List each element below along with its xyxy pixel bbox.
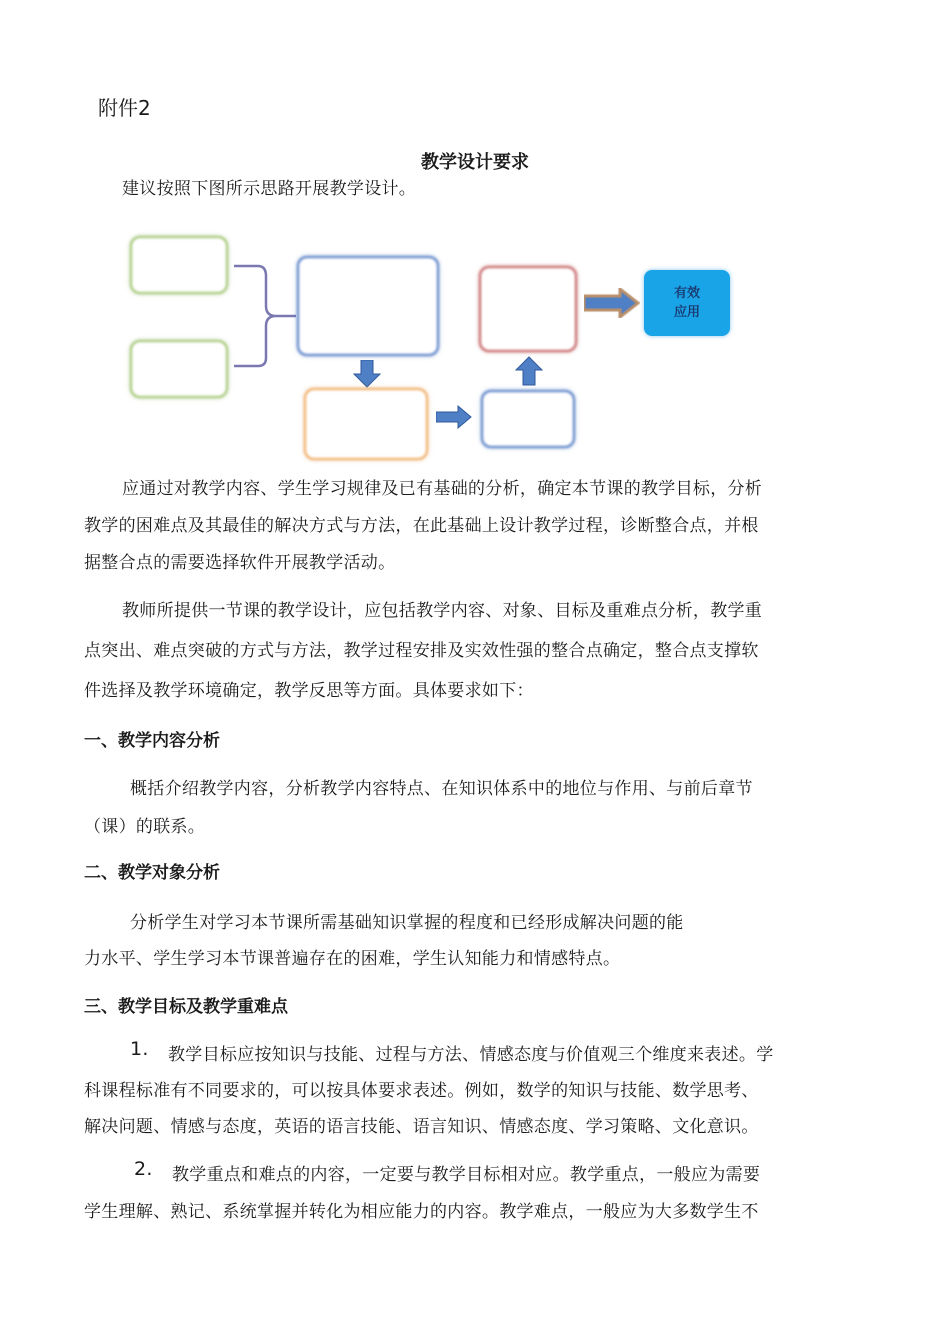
attachment-label: 附件2 (98, 96, 151, 120)
para2-line1: 教师所提供一节课的教学设计，应包括教学内容、对象、目标及重难点分析，教学重 (122, 601, 763, 621)
up-arrow-icon (514, 356, 544, 386)
item1-number: 1. (130, 1038, 149, 1060)
item1-line2: 科课程标准有不同要求的，可以按具体要求表述。例如，数学的知识与技能、数学思考、 (84, 1081, 759, 1101)
item2-line1: 教学重点和难点的内容，一定要与教学目标相对应。教学重点，一般应为需要 (172, 1165, 761, 1185)
section2-line1: 分析学生对学习本节课所需基础知识掌握的程度和已经形成解决问题的能 (130, 913, 684, 933)
flow-box-green-top (130, 236, 228, 294)
section2-heading: 二、教学对象分析 (84, 863, 220, 883)
section1-line1: 概括介绍教学内容，分析教学内容特点、在知识体系中的地位与作用、与前后章节 (130, 779, 753, 799)
flow-box-orange (304, 388, 428, 460)
para2-line2: 点突出、难点突破的方式与方法，教学过程安排及实效性强的整合点确定，整合点支撑软 (84, 641, 759, 661)
final-box-line1: 有效 (673, 285, 700, 301)
section3-heading: 三、教学目标及教学重难点 (84, 997, 288, 1017)
flow-box-red (479, 266, 577, 352)
item2-number: 2. (134, 1158, 153, 1180)
right-arrow-shadow-icon (584, 288, 640, 318)
right-arrow-icon (436, 405, 472, 429)
flow-bracket (226, 262, 306, 372)
para1-line1: 应通过对教学内容、学生学习规律及已有基础的分析，确定本节课的教学目标，分析 (122, 479, 763, 499)
para2-line3: 件选择及教学环境确定，教学反思等方面。具体要求如下： (84, 681, 534, 701)
page-title: 教学设计要求 (421, 152, 529, 173)
item2-line2: 学生理解、熟记、系统掌握并转化为相应能力的内容。教学难点，一般应为大多数学生不 (84, 1202, 759, 1222)
flow-box-green-bottom (130, 340, 228, 398)
flow-box-effective-application (644, 270, 730, 336)
flow-box-blue-small (481, 390, 575, 448)
section1-heading: 一、教学内容分析 (84, 731, 220, 751)
item1-line1: 教学目标应按知识与技能、过程与方法、情感态度与价值观三个维度来表述。学 (168, 1045, 774, 1065)
item1-line3: 解决问题、情感与态度，英语的语言技能、语言知识、情感态度、学习策略、文化意识。 (84, 1117, 759, 1137)
final-box-line2: 应用 (673, 305, 700, 320)
section2-line2: 力水平、学生学习本节课普遍存在的困难，学生认知能力和情感特点。 (84, 949, 621, 969)
flow-box-blue-main (297, 256, 439, 356)
para1-line3: 据整合点的需要选择软件开展教学活动。 (84, 553, 396, 573)
section1-line2: （课）的联系。 (84, 817, 206, 837)
intro-text: 建议按照下图所示思路开展教学设计。 (122, 179, 417, 199)
para1-line2: 教学的困难点及其最佳的解决方式与方法，在此基础上设计教学过程，诊断整合点，并根 (84, 516, 759, 536)
down-arrow-icon (352, 360, 382, 388)
